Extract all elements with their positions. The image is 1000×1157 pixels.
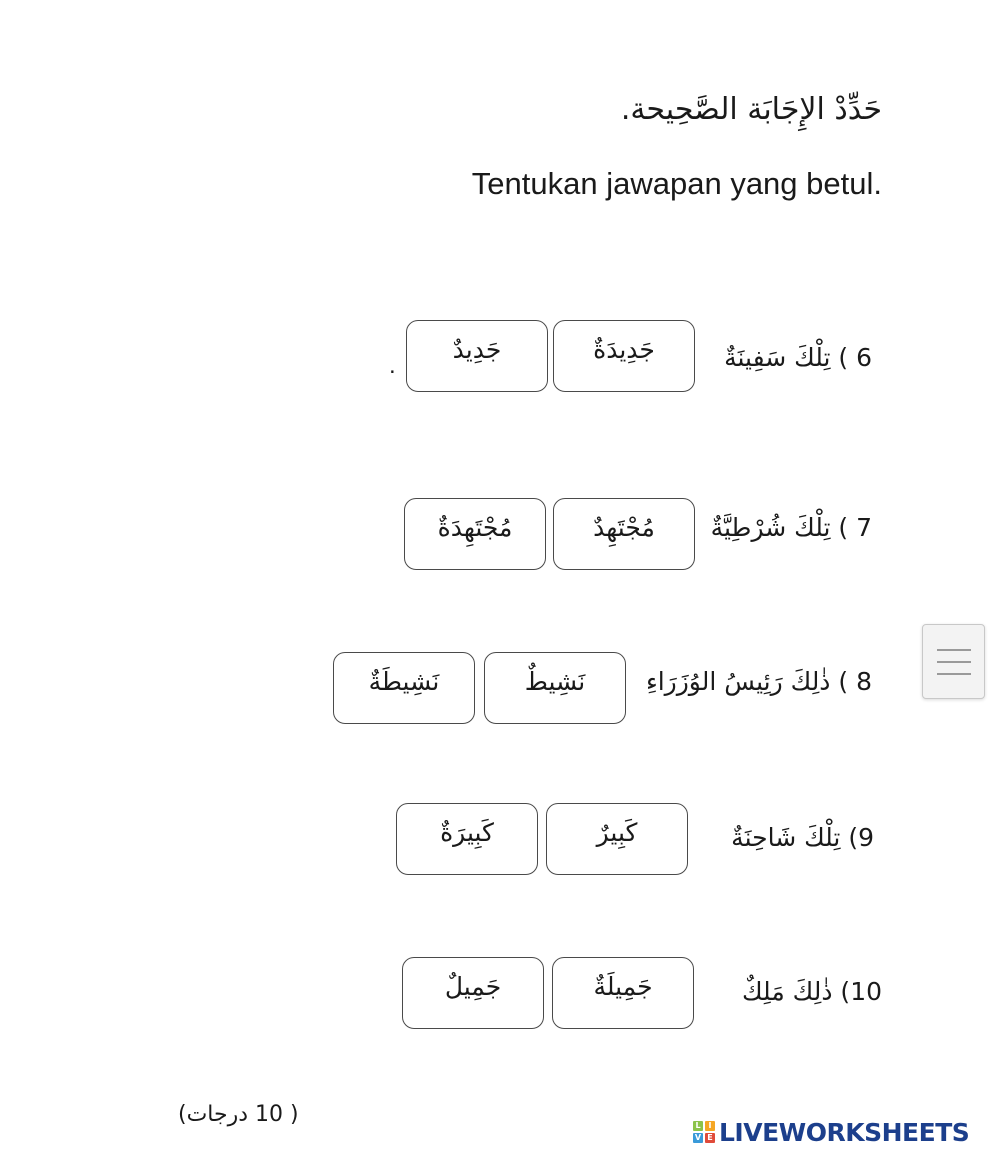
liveworksheets-logo [693,1114,969,1150]
question-7-option-1[interactable]: مُجْتَهِدٌ [553,498,695,570]
score-note: ( 10 درجات) [178,1102,299,1127]
instruction-malay: Tentukan jawapan yang betul. [471,166,882,201]
question-6-option-1[interactable]: جَدِيدَةٌ [553,320,695,392]
question-9-option-2[interactable]: كَبِيرَةٌ [396,803,538,875]
logo-mark-icon: L I V E [693,1121,715,1143]
question-9-label: 9) تِلْكَ شَاحِنَةٌ [731,823,874,852]
instruction-arabic: حَدِّدْ الإِجَابَة الصَّحِيحة. [620,92,882,127]
question-7-label: 7 ) تِلْكَ شُرْطِيَّةٌ [710,513,872,542]
question-6-label: 6 ) تِلْكَ سَفِينَةٌ [724,343,872,372]
question-10-label: 10) ذٰلِكَ مَلِكٌ [741,977,882,1006]
logo-text: LIVEWORKSHEETS [719,1117,970,1147]
question-6-option-2[interactable]: جَدِيدٌ [406,320,548,392]
question-7-option-2[interactable]: مُجْتَهِدَةٌ [404,498,546,570]
question-10-option-2[interactable]: جَمِيلٌ [402,957,544,1029]
menu-button[interactable] [922,624,985,699]
question-8-option-2[interactable]: نَشِيطَةٌ [333,652,475,724]
question-8-option-1[interactable]: نَشِيطٌ [484,652,626,724]
question-6-period: . [389,352,396,379]
question-10-option-1[interactable]: جَمِيلَةٌ [552,957,694,1029]
question-9-option-1[interactable]: كَبِيرٌ [546,803,688,875]
question-8-label: 8 ) ذٰلِكَ رَئِيسُ الوُزَرَاءِ [645,667,872,696]
